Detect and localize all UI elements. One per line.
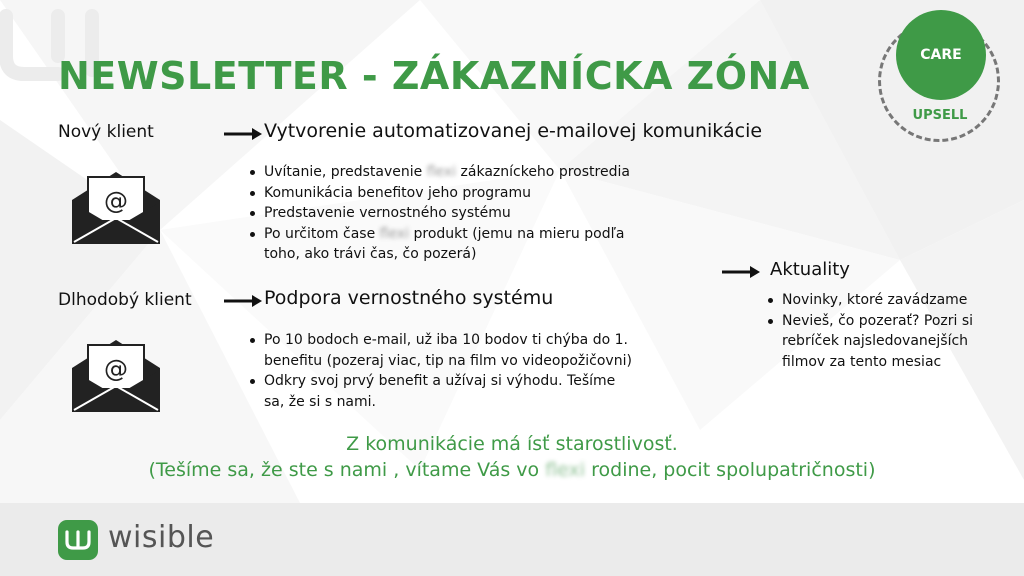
new-client-label: Nový klient [58, 122, 154, 142]
list-item: Po určitom čase flexi produkt (jemu na mieru podľa toho, ako trávi čas, čo pozerá) [250, 224, 630, 265]
news-heading: Aktuality [770, 259, 850, 280]
care-badge-label: CARE [920, 47, 962, 63]
svg-text:@: @ [104, 355, 128, 383]
arrow-right-icon [224, 294, 262, 308]
closing-line-1: Z komunikácie má ísť starostlivosť. [346, 433, 678, 455]
care-badge [896, 10, 986, 100]
arrow-right-icon [224, 127, 262, 141]
list-item: Po 10 bodoch e-mail, už iba 10 bodov ti chýba do 1. benefitu (pozeraj viac, tip na film vo videopožičovni) [250, 330, 632, 371]
blurred-brand: flexi [545, 459, 586, 481]
svg-text:@: @ [104, 187, 128, 215]
list-item: Komunikácia benefitov jeho programu [250, 183, 630, 204]
upsell-label: UPSELL [912, 108, 968, 123]
wisible-logo-icon [58, 520, 98, 560]
long-term-client-label: Dlhodobý klient [58, 290, 192, 310]
long-term-client-heading: Podpora vernostného systému [264, 287, 554, 309]
list-item: Novinky, ktoré zavádzame [768, 290, 973, 311]
blurred-brand: flexi [379, 225, 410, 242]
new-client-heading: Vytvorenie automatizovanej e-mailovej komunikácie [264, 120, 763, 142]
new-client-bullets [250, 162, 630, 265]
envelope-at-icon [72, 172, 160, 244]
list-item: Predstavenie vernostného systému [250, 203, 630, 224]
news-bullets [768, 290, 973, 372]
footer-bar [0, 503, 1024, 576]
closing-line-2: (Tešíme sa, že ste s nami , vítame Vás vo flexi rodine, pocit spolupatričnosti) [148, 459, 876, 481]
brand-name: wisible [108, 520, 215, 555]
blurred-brand: flexi [426, 164, 457, 180]
list-item: Uvítanie, predstavenie flexi zákazníckeho prostredia [250, 162, 630, 183]
long-term-client-bullets [250, 330, 632, 412]
page-title: NEWSLETTER - ZÁKAZNÍCKA ZÓNA [58, 54, 810, 98]
list-item: Odkry svoj prvý benefit a užívaj si výhodu. Tešíme sa, že si s nami. [250, 371, 632, 412]
envelope-at-icon [72, 340, 160, 412]
list-item: Nevieš, čo pozerať? Pozri si rebríček najsledovanejších filmov za tento mesiac [768, 311, 973, 373]
arrow-right-icon [722, 265, 760, 279]
